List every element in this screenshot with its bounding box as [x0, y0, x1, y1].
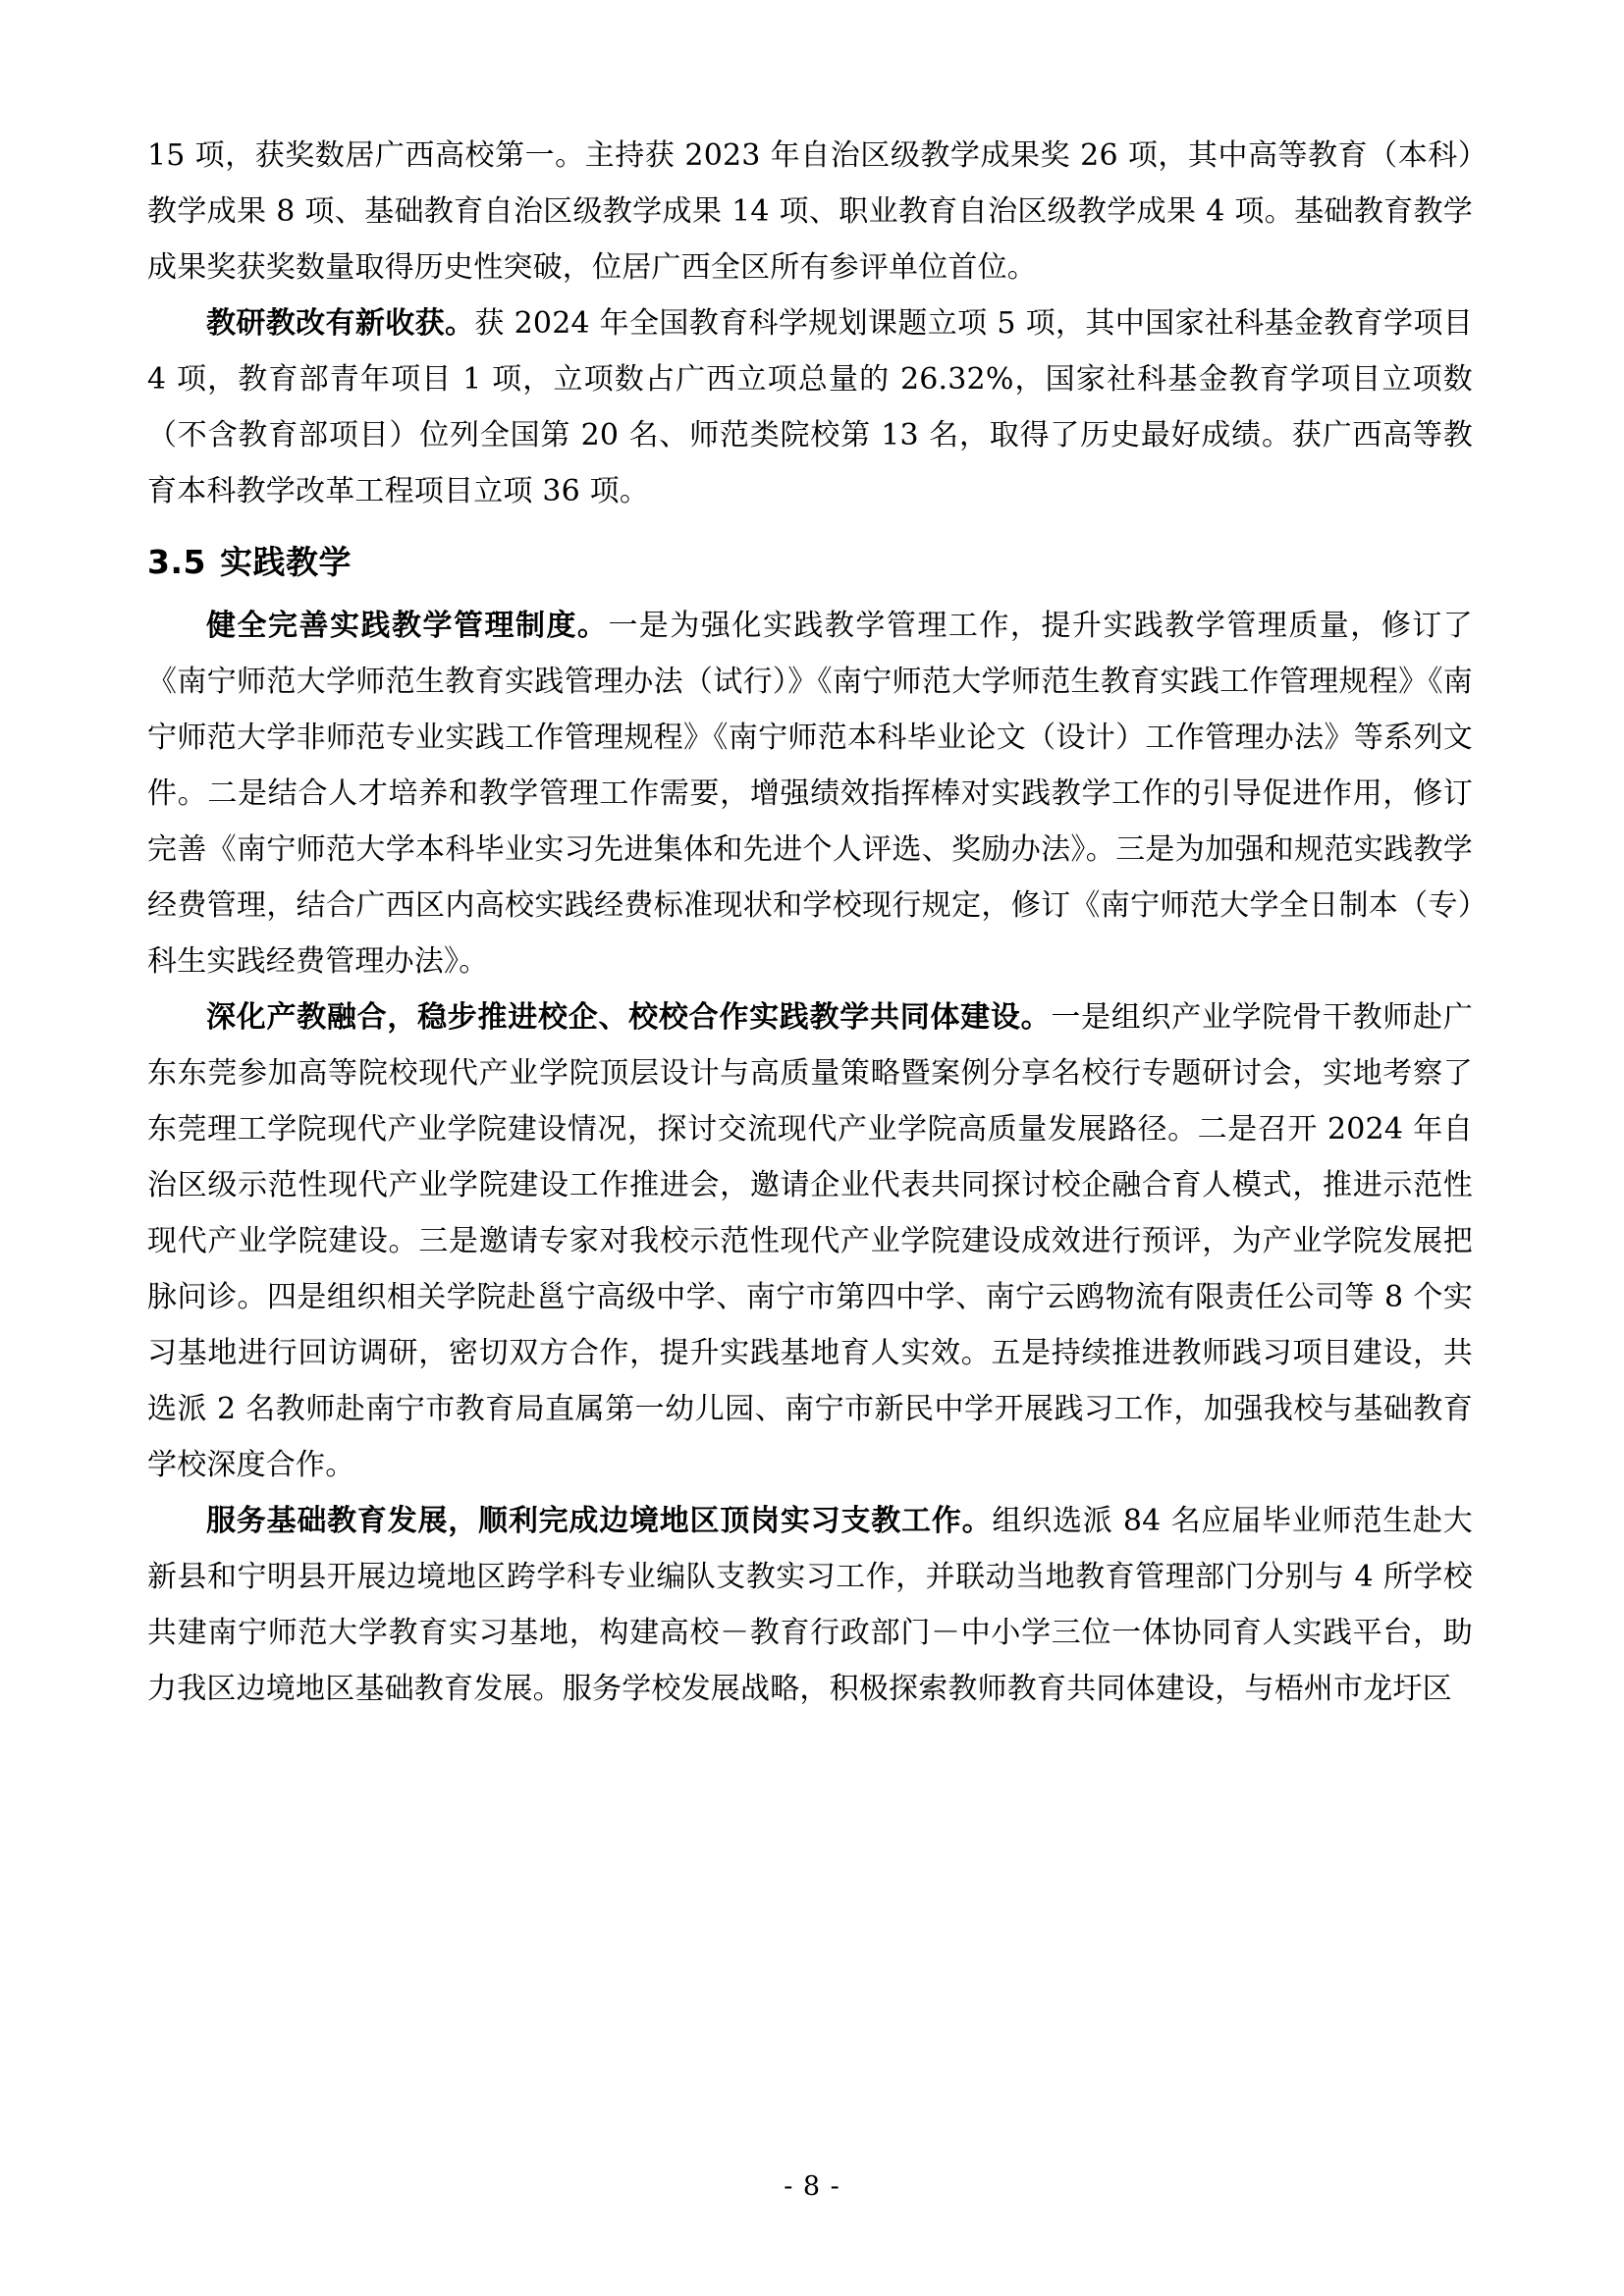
paragraph-body-practice-management-system: 一是为强化实践教学管理工作，提升实践教学管理质量，修订了《南宁师范大学师范生教育实践管理办法（试行）》《南宁师范大学师范生教育实践工作管理规程》《南宁师范大学非师范专业实践工作管理规程》《南宁师范本科毕业论文（设计）工作管理办法》等系列文件。二是结合人才培养和教学管理工作需要，增强绩效指挥棒对实践教学工作的引导促进作用，修订完善《南宁师范大学本科毕业实习先进集体和先进个人评选、奖励办法》。三是为加强和规范实践教学经费管理，结合广西区内高校实践经费标准现状和学校现行规定，修订《南宁师范大学全日制本（专）科生实践经费管理办法》。	[147, 609, 1473, 979]
paragraph-research-reform	[147, 295, 1473, 519]
section-number: 3.5	[147, 543, 206, 581]
paragraph-lead-research-reform: 教研教改有新收获。	[206, 306, 475, 341]
page-number: - 8 -	[784, 2171, 840, 2202]
page-content	[147, 128, 1473, 1717]
paragraph-teaching-awards: 15 项，获奖数居广西高校第一。主持获 2023 年自治区级教学成果奖 26 项，其中高等教育（本科）教学成果 8 项、基础教育自治区级教学成果 14 项、职业教育自治区级教学成果 4 项。基础教育教学成果奖获奖数量取得历史性突破，位居广西全区所有参评单位首位。	[147, 138, 1473, 285]
paragraph-industry-education-integration	[147, 989, 1473, 1493]
paragraph-lead-border-teaching-support: 服务基础教育发展，顺利完成边境地区顶岗实习支教工作。	[206, 1504, 993, 1538]
paragraph-lead-practice-management-system: 健全完善实践教学管理制度。	[206, 609, 609, 643]
section-title: 实践教学	[219, 543, 352, 581]
paragraph-body-industry-education-integration: 一是组织产业学院骨干教师赴广东东莞参加高等院校现代产业学院顶层设计与高质量策略暨案例分享名校行专题研讨会，实地考察了东莞理工学院现代产业学院建设情况，探讨交流现代产业学院高质量发展路径。二是召开 2024 年自治区级示范性现代产业学院建设工作推进会，邀请企业代表共同探讨校企融合育人模式，推进示范性现代产业学院建设。三是邀请专家对我校示范性现代产业学院建设成效进行预评，为产业学院发展把脉问诊。四是组织相关学院赴邕宁高级中学、南宁市第四中学、南宁云鸥物流有限责任公司等 8 个实习基地进行回访调研，密切双方合作，提升实践基地育人实效。五是持续推进教师践习项目建设，共选派 2 名教师赴南宁市教育局直属第一幼儿园、南宁市新民中学开展践习工作，加强我校与基础教育学校深度合作。	[147, 1000, 1473, 1482]
section-heading-practice-teaching	[147, 533, 1473, 592]
paragraph-border-teaching-support	[147, 1493, 1473, 1717]
paragraph-lead-industry-education-integration: 深化产教融合，稳步推进校企、校校合作实践教学共同体建设。	[206, 1000, 1052, 1035]
paragraph-body-border-teaching-support: 组织选派 84 名应届毕业师范生赴大新县和宁明县开展边境地区跨学科专业编队支教实习工作，并联动当地教育管理部门分别与 4 所学校共建南宁师范大学教育实习基地，构建高校－教育行政部门－中小学三位一体协同育人实践平台，助力我区边境地区基础教育发展。服务学校发展战略，积极探索教师教育共同体建设，与梧州市龙圩区	[147, 1504, 1473, 1706]
paragraph-body-research-reform: 获 2024 年全国教育科学规划课题立项 5 项，其中国家社科基金教育学项目 4 项，教育部青年项目 1 项，立项数占广西立项总量的 26.32%，国家社科基金教育学项目立项数（不含教育部项目）位列全国第 20 名、师范类院校第 13 名，取得了历史最好成绩。获广西高等教育本科教学改革工程项目立项 36 项。	[147, 306, 1473, 508]
paragraph-practice-management-system	[147, 598, 1473, 989]
